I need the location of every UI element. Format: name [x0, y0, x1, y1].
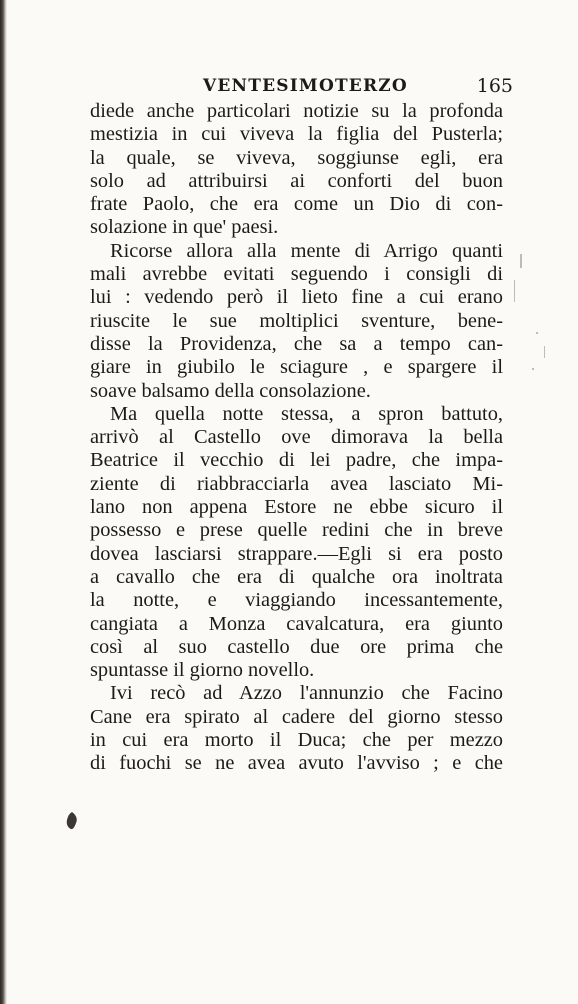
- text-line: dovea lasciarsi strappare.—Egli si era posto: [90, 542, 503, 565]
- paper-speck: [514, 280, 515, 302]
- text-line: mestizia in cui viveva la figlia del Pusterla;: [90, 123, 503, 146]
- text-line: diede anche particolari notizie su la profonda: [90, 100, 503, 122]
- ink-blot: [66, 812, 78, 830]
- text-line: ziente di riabbracciarla avea lasciato Mi-: [90, 472, 503, 495]
- text-line: disse la Providenza, che sa a tempo can-: [90, 332, 503, 355]
- text-line: giare in giubilo le sciagure , e spargere il: [90, 356, 503, 379]
- paragraph-first-line: Ivi recò ad Azzo l'annunzio che Facino: [110, 682, 503, 705]
- text-line: Beatrice il vecchio di lei padre, che impa-: [90, 449, 503, 472]
- paper-speck: [544, 346, 545, 358]
- text-line: solazione in que' paesi.: [90, 216, 279, 239]
- text-line: frate Paolo, che era come un Dio di con-: [90, 193, 503, 216]
- paragraph-first-line: Ma quella notte stessa, a spron battuto,: [110, 402, 503, 425]
- running-title: VENTESIMOTERZO: [203, 76, 408, 96]
- paper-speck: [532, 368, 534, 370]
- text-line: a cavallo che era di qualche ora inoltrata: [90, 565, 503, 588]
- paragraph-first-line: Ricorse allora alla mente di Arrigo quanti: [110, 239, 503, 262]
- text-line: cangiata a Monza cavalcatura, era giunto: [90, 612, 503, 635]
- text-line: la quale, se viveva, soggiunse egli, era: [90, 146, 503, 169]
- text-line: arrivò al Castello ove dimorava la bella: [90, 426, 503, 449]
- text-line: così al suo castello due ore prima che: [90, 635, 503, 658]
- text-line: lui : vedendo però il lieto fine a cui erano: [90, 286, 503, 309]
- paper-speck: [536, 332, 538, 334]
- paper-speck: [520, 254, 522, 268]
- text-line: la notte, e viaggiando incessantemente,: [90, 589, 503, 612]
- text-line: di fuochi se ne avea avuto l'avviso ; e che: [90, 752, 503, 775]
- text-line: lano non appena Estore ne ebbe sicuro il: [90, 496, 503, 519]
- text-line: mali avrebbe evitati seguendo i consigli di: [90, 263, 503, 286]
- text-line: possesso e prese quelle redini che in breve: [90, 519, 503, 542]
- body-text: [90, 100, 503, 776]
- text-line: Cane era spirato al cadere del giorno stesso: [90, 705, 503, 728]
- page-header: [95, 76, 515, 100]
- page-number: 165: [476, 75, 513, 97]
- text-line: soave balsamo della consolazione.: [90, 379, 371, 402]
- text-line: spuntasse il giorno novello.: [90, 659, 315, 682]
- text-line: riuscite le sue moltiplici sventure, bene-: [90, 309, 503, 332]
- text-line: solo ad attribuirsi ai conforti del buon: [90, 169, 503, 192]
- text-line: in cui era morto il Duca; che per mezzo: [90, 729, 503, 752]
- page-binding-edge: [0, 0, 7, 1004]
- paper-specks: [508, 250, 558, 410]
